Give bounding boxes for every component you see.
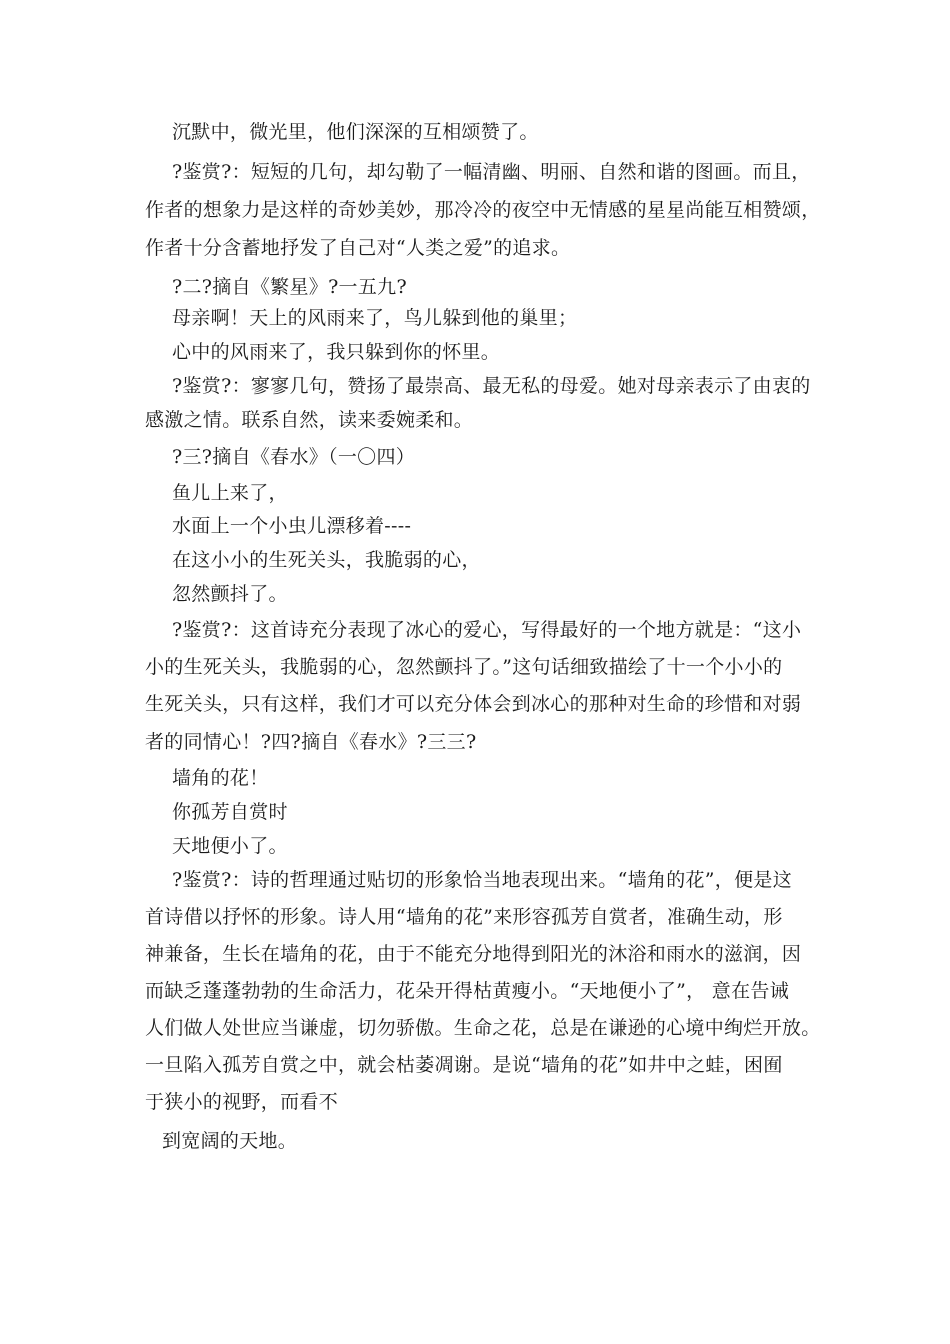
text-line: ?鉴赏?：寥寥几句，赞扬了最崇高、最无私的母爱。她对母亲表示了由衷的 bbox=[172, 375, 811, 397]
text-line: ?鉴赏?：短短的几句，却勾勒了一幅清幽、明丽、自然和谐的图画。而且， bbox=[172, 161, 811, 183]
text-line: 鱼儿上来了， bbox=[172, 482, 288, 504]
text-line: 你孤芳自赏时 bbox=[172, 801, 288, 823]
text-line: 水面上一个小虫儿漂移着---- bbox=[172, 515, 412, 537]
text-line: 首诗借以抒怀的形象。诗人用“墙角的花”来形容孤芳自赏者，准确生动，形 bbox=[145, 906, 783, 928]
text-line: 于狭小的视野，而看不 bbox=[145, 1091, 339, 1113]
text-line: 在这小小的生死关头，我脆弱的心， bbox=[172, 549, 481, 571]
text-line: 神兼备，生长在墙角的花，由于不能充分地得到阳光的沐浴和雨水的滋润，因 bbox=[145, 943, 802, 965]
text-line: 心中的风雨来了，我只躲到你的怀里。 bbox=[172, 341, 501, 363]
text-line: 者的同情心！?四?摘自《春水》?三三? bbox=[145, 731, 477, 753]
text-line: 一旦陷入孤芳自赏之中，就会枯萎凋谢。是说“墙角的花”如井中之蛙，困囿 bbox=[145, 1054, 783, 1076]
text-line: 感激之情。联系自然，读来委婉柔和。 bbox=[145, 409, 474, 431]
text-line: 忽然颤抖了。 bbox=[172, 583, 288, 605]
text-line: ?鉴赏?：诗的哲理通过贴切的形象恰当地表现出来。“墙角的花”，便是这 bbox=[172, 869, 793, 891]
text-line: 作者的想象力是这样的奇妙美妙，那冷冷的夜空中无情感的星星尚能互相赞颂， bbox=[145, 199, 821, 221]
text-line: 沉默中，微光里，他们深深的互相颂赞了。 bbox=[172, 121, 539, 143]
text-line: 到宽阔的天地。 bbox=[162, 1130, 298, 1152]
text-line: 天地便小了。 bbox=[172, 835, 288, 857]
text-line: 母亲啊！天上的风雨来了，鸟儿躲到他的巢里； bbox=[172, 307, 578, 329]
text-line: 人们做人处世应当谦虚，切勿骄傲。生命之花，总是在谦逊的心境中绚烂开放。 bbox=[145, 1017, 821, 1039]
text-line: ?三?摘自《春水》（一〇四） bbox=[172, 446, 416, 468]
text-line: 小的生死关头，我脆弱的心，忽然颤抖了。”这句话细致描绘了十一个小小的 bbox=[145, 656, 783, 678]
text-line: 墙角的花！ bbox=[172, 767, 269, 789]
text-line: ?二?摘自《繁星》?一五九? bbox=[172, 276, 407, 298]
text-line: ?鉴赏?：这首诗充分表现了冰心的爱心，写得最好的一个地方就是：“这小 bbox=[172, 619, 802, 641]
text-line: 生死关头，只有这样，我们才可以充分体会到冰心的那种对生命的珍惜和对弱 bbox=[145, 693, 802, 715]
text-line: 作者十分含蓄地抒发了自己对“人类之爱”的追求。 bbox=[145, 237, 571, 259]
text-line: 而缺乏蓬蓬勃勃的生命活力，花朵开得枯黄瘦小。“天地便小了”， 意在告诫 bbox=[145, 980, 789, 1002]
